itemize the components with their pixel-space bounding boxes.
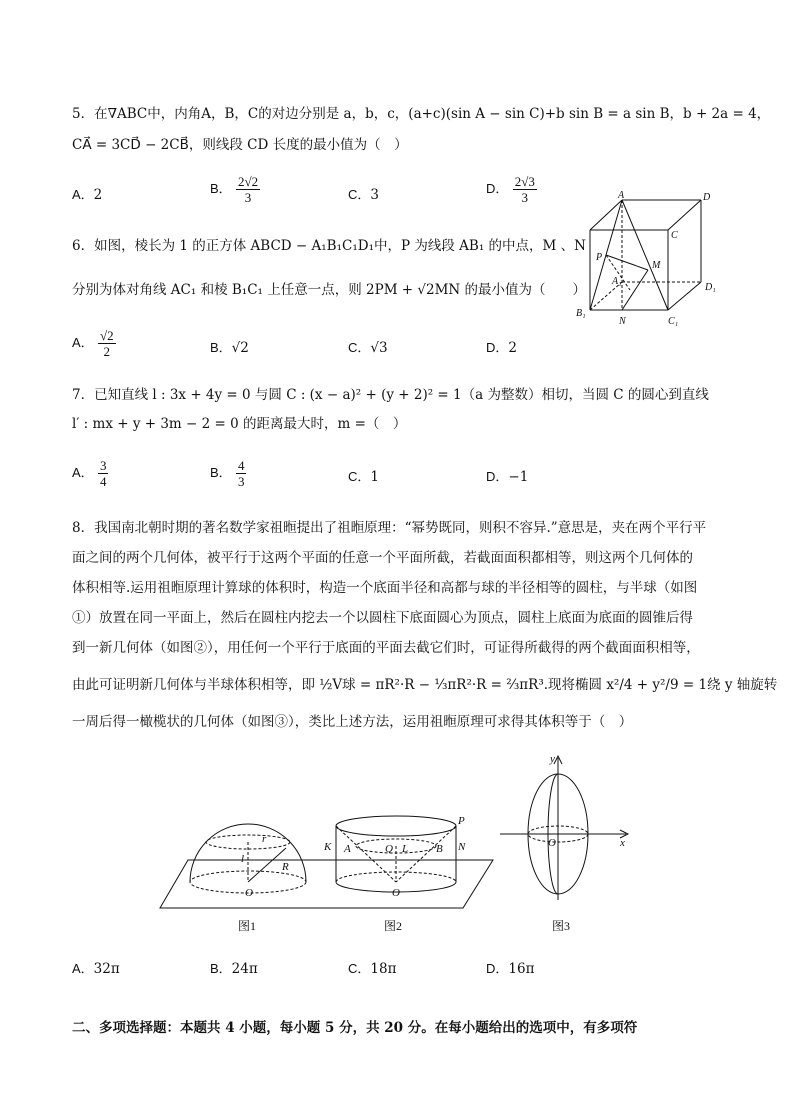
q7-option-d: D．−1 (486, 469, 529, 485)
fig2-label-k: K (324, 841, 332, 853)
q8-option-b: B．24π (210, 961, 258, 977)
q7-line1: 7．已知直线 l : 3x + 4y = 0 与圆 C : (x − a)² + (y + 2)² = 1（a 为整数）相切，当圆 C 的圆心到直线 (72, 387, 709, 403)
q5-option-d: D． $\frac{2√3}{3}$ (486, 174, 535, 205)
q8-line4: ①）放置在同一平面上，然后在圆柱内挖去一个以圆柱下底面圆心为顶点，圆柱上底面为底面的圆锥后得 (72, 610, 693, 626)
q8-line6: 由此可证明新几何体与半球体积相等，即 ½V球 = πR²·R − ⅓πR²·R = ⅔πR³.现将椭圆 x²/4 + y²/9 = 1绕 y 轴旋转 (72, 677, 778, 693)
fig3-label-y: y (550, 753, 555, 765)
q6-line2: 分别为体对角线 AC₁ 和棱 B₁C₁ 上任意一点，则 2PM + √2MN 的最小值为（ ） (72, 282, 587, 298)
fig1-label-r: r (262, 833, 267, 845)
q6-option-c: C．√3 (348, 340, 388, 356)
q8-line3: 体积相等.运用祖暅原理计算球的体积时，构造一个底面半径和高都与球的半径相等的圆柱，与半球（如图 (72, 580, 698, 596)
q5-option-b: B． $\frac{2√2}{3}$ (210, 174, 259, 205)
cube-label-d1: D₁ (705, 282, 716, 293)
cube-label-m: M (652, 260, 661, 271)
cube-label-d: D (703, 192, 711, 203)
q8-line2: 面之间的两个几何体，被平行于这两个平面的任意一个平面所截，若截面面积都相等，则这两个几何体的 (72, 550, 693, 566)
q8-line1: 8．我国南北朝时期的著名数学家祖暅提出了祖暅原理：“幂势既同，则积不容异.”意思是，夹在两个平行平 (72, 520, 707, 536)
q8-option-a: A．32π (72, 961, 120, 977)
fig2-label-n: N (458, 841, 466, 853)
fig3-caption: 图3 (552, 919, 571, 933)
q7-option-b: B． $\frac{4}{3}$ (210, 458, 245, 489)
q6-line1: 6．如图，棱长为 1 的正方体 ABCD − A₁B₁C₁D₁中，P 为线段 AB₁ 的中点，M 、N (72, 238, 586, 254)
ellipsoid-figure (500, 750, 640, 940)
q8-option-c: C．18π (348, 961, 397, 977)
fig2-label-q: Q (385, 843, 393, 855)
fig2-label-b: B (436, 843, 443, 855)
cube-label-b1: B₁ (576, 308, 586, 319)
hemisphere-cylinder-figure (158, 800, 498, 940)
fig1-label-r-big: R (282, 861, 289, 873)
fig2-caption: 图2 (384, 919, 403, 933)
cube-label-a: A (618, 190, 625, 201)
fig3-label-o: O (548, 837, 556, 849)
q8-line5: 到一新几何体（如图②），用任何一个平行于底面的平面去截它们时，可证得所截得的两个截面面积相等， (72, 640, 700, 656)
q5-option-a: A．2 (72, 187, 103, 203)
fig1-caption: 图1 (238, 919, 257, 933)
fig2-label-p: P (458, 815, 465, 827)
fig1-label-l: l (241, 853, 245, 865)
fig2-label-o: O (392, 887, 400, 899)
section2-heading: 二、多项选择题：本题共 4 小题，每小题 5 分，共 20 分。在每小题给出的选项中，有多项符 (72, 1020, 638, 1036)
q5-option-c: C．3 (348, 187, 379, 203)
q6-option-a: A． $\frac{√2}{2}$ (72, 328, 114, 359)
q7-option-a: A． $\frac{3}{4}$ (72, 458, 107, 489)
q5-line2: CA⃗ = 3CD⃗ − 2CB⃗，则线段 CD 长度的最小值为（ ） (72, 137, 408, 153)
cube-label-a1: A₁ (612, 276, 622, 287)
fig2-label-l: L (402, 843, 409, 855)
q7-line2: l′ : mx + y + 3m − 2 = 0 的距离最大时，m =（ ） (72, 416, 407, 432)
cube-label-p: P (596, 252, 603, 263)
cube-label-n: N (619, 316, 626, 327)
q8-line7: 一周后得一橄榄状的几何体（如图③），类比上述方法，运用祖暅原理可求得其体积等于（ ） (72, 714, 633, 730)
q6-option-d: D．2 (486, 340, 517, 356)
cube-label-c: C (671, 230, 678, 241)
cube-figure (570, 190, 730, 330)
q5-line1: 5．在∇ABC中，内角A，B，C的对边分别是 a，b，c，(a+c)(sin A − sin C)+b sin B = a sin B，b + 2a = 4， (72, 106, 771, 122)
fig3-label-x: x (620, 837, 625, 849)
q8-option-d: D．16π (486, 961, 535, 977)
q7-option-c: C．1 (348, 469, 379, 485)
q6-option-b: B．√2 (210, 340, 249, 356)
cube-label-c1: C₁ (668, 316, 679, 327)
fig2-label-a: A (344, 843, 351, 855)
fig1-label-o: O (245, 887, 253, 899)
